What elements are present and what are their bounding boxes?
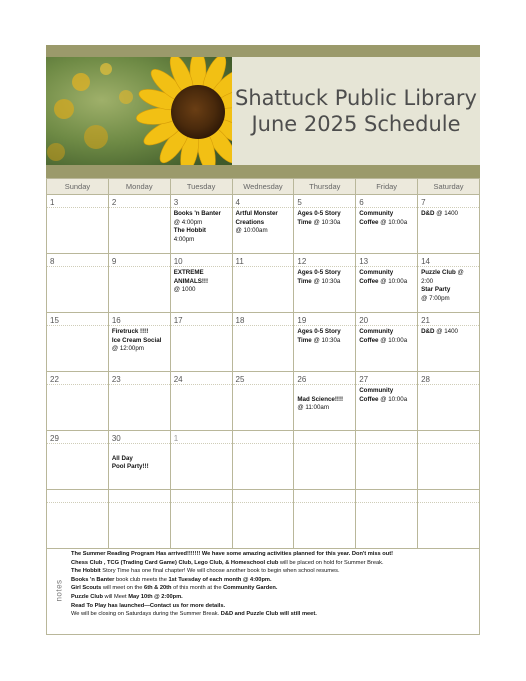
bold-text: 1st Tuesday of each month @ 4:00pm. [168, 576, 272, 583]
event-line [297, 210, 352, 219]
header [46, 57, 480, 165]
day-number: 6 [356, 195, 417, 208]
day-cell [356, 313, 418, 372]
day-cell [232, 195, 294, 254]
bold-text: Ice Cream Social [111, 336, 162, 344]
bold-text: Ages 0-5 Story [297, 269, 341, 276]
bold-text: Puzzle Club [421, 269, 456, 276]
day-cell [356, 431, 418, 490]
bold-text: Community Garden. [223, 585, 278, 592]
bold-text: Community [359, 328, 394, 335]
day-cell [294, 431, 356, 490]
bold-text: Pool Party!!! [111, 463, 149, 471]
bold-text: Coffee [359, 218, 379, 226]
day-number: 1 [171, 431, 232, 444]
weekday-header-wednesday: Wednesday [232, 179, 294, 195]
day-number: 11 [233, 254, 294, 267]
notes-line [71, 602, 479, 611]
bold-text: Chess Club , TCG (Trading Card Game) Club, Lego Club, & Homeschool club [71, 559, 279, 566]
event-text [356, 385, 417, 404]
week-row [47, 254, 480, 313]
week-row [47, 195, 480, 254]
bold-text: Books 'n Banter [173, 210, 221, 217]
bold-text: Creations [235, 218, 265, 226]
event-text [356, 326, 417, 345]
event-line [421, 210, 476, 219]
top-band [46, 45, 480, 57]
event-line [174, 278, 229, 287]
day-cell [47, 254, 109, 313]
day-number [418, 490, 479, 503]
event-line [297, 387, 352, 396]
event-line [297, 269, 352, 278]
day-cell [108, 372, 170, 431]
day-cell [418, 195, 480, 254]
bold-text: Mad Science!!!! [297, 395, 344, 403]
event-line [297, 404, 352, 413]
day-cell [47, 372, 109, 431]
day-number: 20 [356, 313, 417, 326]
event-line [421, 295, 476, 304]
day-cell [232, 254, 294, 313]
text: @ 10:30a [311, 336, 341, 344]
event-line [297, 328, 352, 337]
event-line [174, 286, 229, 295]
day-cell [108, 313, 170, 372]
notes-line [71, 576, 479, 585]
text: @ [455, 269, 464, 276]
notes-line [71, 550, 479, 559]
bold-text: The Summer Reading Program Has arrived!!!!!!! We have some amazing activities planned for this year. Don't miss out! [71, 551, 394, 557]
event-line [359, 337, 414, 346]
notes-line [71, 593, 479, 602]
day-number: 28 [418, 372, 479, 385]
event-line [174, 269, 229, 278]
day-number: 21 [418, 313, 479, 326]
text: @ 10:00a [378, 336, 408, 344]
day-number [233, 490, 294, 503]
day-cell [47, 490, 109, 549]
event-text [418, 267, 479, 303]
event-text [418, 208, 479, 219]
day-number: 1 [47, 195, 108, 208]
weekday-header-saturday: Saturday [418, 179, 480, 195]
text: @ 10:00a [378, 277, 408, 285]
bold-text: Time [297, 336, 312, 344]
event-line [421, 269, 476, 278]
day-number: 8 [47, 254, 108, 267]
text: @ 11:00am [297, 404, 329, 412]
title-block [232, 57, 480, 165]
day-number: 13 [356, 254, 417, 267]
day-number: 24 [171, 372, 232, 385]
day-cell [418, 313, 480, 372]
calendar-grid [46, 178, 480, 549]
bold-text: All Day [111, 454, 133, 462]
notes-label: notes [54, 578, 64, 602]
bold-text: EXTREME [173, 269, 204, 276]
calendar-sheet [46, 45, 480, 635]
event-line [297, 337, 352, 346]
bold-text: Books 'n Banter [71, 576, 115, 583]
text: will meet on the [101, 585, 145, 592]
day-number: 17 [171, 313, 232, 326]
day-cell [47, 431, 109, 490]
bold-text: Coffee [359, 395, 379, 403]
day-number: 23 [109, 372, 170, 385]
day-cell [47, 313, 109, 372]
event-line [236, 219, 291, 228]
day-number [109, 490, 170, 503]
notes-line [71, 559, 479, 568]
day-number: 27 [356, 372, 417, 385]
day-number: 29 [47, 431, 108, 444]
week-row [47, 313, 480, 372]
event-line [112, 455, 167, 464]
event-text [233, 208, 294, 236]
bold-text: Star Party [421, 286, 451, 294]
event-line [421, 278, 476, 287]
day-cell [356, 195, 418, 254]
day-cell [294, 195, 356, 254]
text: of this month at the [171, 585, 224, 592]
day-cell [108, 254, 170, 313]
day-number [356, 490, 417, 503]
text: Story Time has one final chapter! We will choose another book to begin when school resumes. [100, 568, 340, 575]
bold-text: Firetruck !!!! [111, 328, 149, 335]
day-number: 7 [418, 195, 479, 208]
bold-text: Puzzle Club [71, 593, 103, 600]
bold-text: Artful Monster [235, 210, 278, 217]
day-number [418, 431, 479, 444]
text: @ 10:00a [378, 395, 408, 403]
library-title: Shattuck Public Library [235, 86, 477, 110]
event-line [236, 210, 291, 219]
day-cell [418, 431, 480, 490]
day-cell [108, 431, 170, 490]
event-line [359, 278, 414, 287]
event-line [359, 328, 414, 337]
day-number: 4 [233, 195, 294, 208]
bold-text: 6th & 20th [144, 585, 172, 592]
day-number [294, 431, 355, 444]
event-text [356, 267, 417, 286]
day-number: 15 [47, 313, 108, 326]
text: will Meet [102, 593, 129, 600]
event-line [112, 446, 167, 455]
day-number: 25 [233, 372, 294, 385]
event-line [174, 210, 229, 219]
bold-text: Community [359, 269, 394, 276]
event-text [294, 326, 355, 345]
day-number: 26 [294, 372, 355, 385]
day-cell [356, 254, 418, 313]
day-cell [294, 313, 356, 372]
day-cell [47, 195, 109, 254]
day-number [233, 431, 294, 444]
day-number [47, 490, 108, 503]
notes-line [71, 610, 479, 619]
event-line [236, 227, 291, 236]
day-cell [356, 372, 418, 431]
day-cell [108, 195, 170, 254]
day-cell [170, 254, 232, 313]
bold-text: Community [359, 210, 394, 217]
event-line [359, 269, 414, 278]
day-cell [108, 490, 170, 549]
weekday-header-thursday: Thursday [294, 179, 356, 195]
day-cell [170, 195, 232, 254]
text: @ 7:00pm [421, 294, 450, 302]
text: @ 4:00pm [173, 218, 203, 226]
day-number: 2 [109, 195, 170, 208]
bold-text: D&D [421, 328, 435, 335]
text: 2:00 [421, 277, 434, 285]
event-line [421, 286, 476, 295]
day-cell [418, 254, 480, 313]
bold-text: May 10th @ 2:00pm. [128, 593, 183, 600]
day-cell [294, 372, 356, 431]
day-number: 14 [418, 254, 479, 267]
day-cell [232, 431, 294, 490]
day-number: 10 [171, 254, 232, 267]
event-text [109, 326, 170, 354]
event-line [174, 227, 229, 236]
day-cell [170, 431, 232, 490]
event-line [112, 337, 167, 346]
event-text [171, 267, 232, 295]
bold-text: Ages 0-5 Story [297, 210, 341, 217]
day-cell [232, 490, 294, 549]
notes-line [71, 567, 479, 576]
bold-text: Time [297, 277, 312, 285]
weekday-header-friday: Friday [356, 179, 418, 195]
bold-text: Coffee [359, 336, 379, 344]
event-text [294, 267, 355, 286]
day-number: 22 [47, 372, 108, 385]
event-line [297, 396, 352, 405]
day-number: 18 [233, 313, 294, 326]
bold-text: Ages 0-5 Story [297, 328, 341, 335]
event-line [174, 236, 229, 245]
event-text [294, 385, 355, 413]
text: @ 1400 [434, 210, 458, 217]
day-cell [170, 372, 232, 431]
day-cell [232, 372, 294, 431]
text: We will be closing on Saturdays during the Summer Break. [71, 611, 221, 618]
bold-text: Time [297, 218, 312, 226]
day-number: 16 [109, 313, 170, 326]
day-number [294, 490, 355, 503]
sunflower-photo [46, 57, 232, 165]
event-line [359, 210, 414, 219]
weekday-header-monday: Monday [108, 179, 170, 195]
event-text [356, 208, 417, 227]
notes-section [46, 546, 480, 635]
event-line [297, 219, 352, 228]
event-line [359, 396, 414, 405]
event-text [109, 444, 170, 472]
text: will be placed on hold for Summer Break. [278, 559, 384, 566]
weekday-header-row [47, 179, 480, 195]
text: @ 10:00a [378, 218, 408, 226]
day-cell [418, 372, 480, 431]
event-line [359, 387, 414, 396]
bold-text: D&D and Puzzle Club will still meet. [220, 611, 317, 618]
text: @ 1400 [434, 328, 458, 335]
bold-text: Read To Play has launched—Contact us for more details. [71, 602, 226, 609]
event-line [112, 345, 167, 354]
event-text [294, 208, 355, 227]
day-number [171, 490, 232, 503]
text: 4:00pm [173, 235, 195, 243]
day-cell [294, 490, 356, 549]
event-line [421, 328, 476, 337]
day-cell [232, 313, 294, 372]
bold-text: Girl Scouts [71, 585, 102, 592]
event-line [359, 219, 414, 228]
week-row [47, 490, 480, 549]
day-cell [356, 490, 418, 549]
day-number: 3 [171, 195, 232, 208]
text: @ 10:30a [311, 218, 341, 226]
bold-text: Community [359, 387, 394, 394]
notes-body [71, 546, 479, 634]
bold-text: D&D [421, 210, 435, 217]
day-cell [418, 490, 480, 549]
text: @ 1000 [173, 286, 196, 294]
day-number: 12 [294, 254, 355, 267]
day-number: 9 [109, 254, 170, 267]
event-text [418, 326, 479, 337]
bold-text: The Hobbit [71, 568, 101, 575]
event-line [112, 328, 167, 337]
day-cell [170, 490, 232, 549]
day-number: 30 [109, 431, 170, 444]
day-cell [170, 313, 232, 372]
sunflower-image [46, 57, 232, 165]
text: book club meets the [114, 576, 169, 583]
notes-line [71, 584, 479, 593]
text: @ 10:00am [235, 227, 268, 235]
text: @ 10:30a [311, 277, 341, 285]
schedule-title: June 2025 Schedule [251, 112, 461, 136]
day-number: 5 [294, 195, 355, 208]
event-line [174, 219, 229, 228]
bold-text: The Hobbit [173, 227, 206, 235]
day-cell [294, 254, 356, 313]
middle-band [46, 165, 480, 178]
day-number [356, 431, 417, 444]
weekday-header-tuesday: Tuesday [170, 179, 232, 195]
bold-text: Coffee [359, 277, 379, 285]
week-row [47, 431, 480, 490]
event-line [297, 278, 352, 287]
event-text [171, 208, 232, 244]
event-line [112, 463, 167, 472]
text: @ 12:00pm [111, 345, 144, 353]
day-number: 19 [294, 313, 355, 326]
bold-text: ANIMALS!!! [173, 277, 209, 285]
week-row [47, 372, 480, 431]
weekday-header-sunday: Sunday [47, 179, 109, 195]
